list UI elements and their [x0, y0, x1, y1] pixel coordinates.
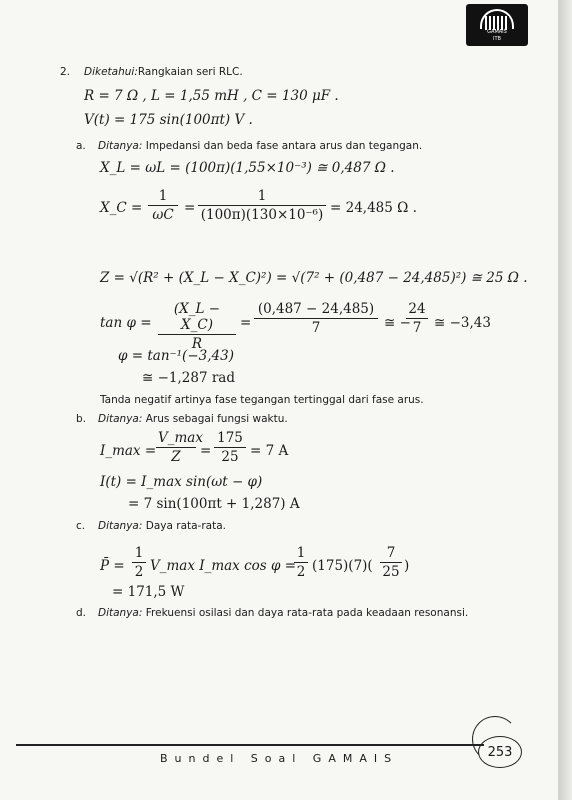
numerator: 24 [406, 301, 428, 319]
part-b-question [98, 413, 288, 425]
voltage-source: V(t) = 175 sin(100πt) V . [84, 112, 253, 128]
ask-label: Ditanya: [98, 413, 143, 425]
numerator: 1 [132, 545, 146, 563]
denominator: R [191, 336, 203, 352]
logo-subtext: ITB [493, 36, 501, 42]
numerator: (X_L − X_C) [158, 301, 236, 335]
denominator: (100π)(130×10⁻⁶) [200, 207, 324, 223]
current-equation: I(t) = I_max sin(ωt − φ) [100, 474, 263, 490]
tan-frac-2 [254, 301, 378, 336]
ask-text: Arus sebagai fungsi waktu. [145, 413, 288, 425]
numerator: 1 [294, 545, 308, 563]
imax-frac-2 [214, 430, 246, 465]
phi-equation: φ = tan⁻¹(−3,43) [118, 348, 234, 364]
tan-frac-1 [158, 301, 236, 352]
numerator: V_max [158, 430, 203, 446]
part-c-question [98, 520, 226, 532]
page-edge-shadow [558, 0, 572, 800]
given-label: Diketahui: [84, 66, 138, 78]
ask-label: Ditanya: [98, 520, 143, 532]
tan-approx: ≅ − [384, 315, 411, 331]
problem-number: 2. [60, 66, 71, 78]
denominator: 2 [134, 564, 144, 580]
circuit-params: R = 7 Ω , L = 1,55 mH , C = 130 μF . [84, 88, 339, 104]
denominator: 7 [311, 320, 321, 336]
page-number: 253 [478, 736, 522, 768]
negative-sign-note: Tanda negatif artinya fase tegangan tertinggal dari fase arus. [100, 394, 424, 406]
ask-label: Ditanya: [98, 607, 143, 619]
numerator: 175 [214, 430, 246, 448]
logo-text: GAMAIS [487, 29, 507, 35]
ask-text: Frekuensi osilasi dan daya rata-rata pada keadaan resonansi. [145, 607, 469, 619]
power-close: ) [404, 558, 410, 574]
denominator: 2 [296, 564, 306, 580]
part-b-letter: b. [76, 413, 87, 425]
power-result: = 171,5 W [112, 584, 185, 600]
part-a-letter: a. [76, 140, 86, 152]
ask-text: Impedansi dan beda fase antara arus dan tegangan. [145, 140, 423, 152]
ask-text: Daya rata-rata. [145, 520, 226, 532]
denominator: Z [171, 449, 181, 465]
part-a-question [98, 140, 422, 152]
part-d-letter: d. [76, 607, 87, 619]
numerator: 1 [148, 188, 178, 206]
imax-lhs: I_max = [100, 443, 157, 459]
tan-lhs: tan φ = [100, 315, 152, 331]
gamais-logo [466, 4, 528, 46]
numerator: 1 [198, 188, 326, 206]
power-lhs: P̄ = [100, 558, 125, 574]
footer-rule [16, 744, 484, 746]
denominator: 25 [382, 564, 400, 580]
denominator: ωC [152, 207, 174, 223]
phi-result: ≅ −1,287 rad [142, 370, 235, 386]
power-frac-1 [132, 545, 146, 580]
footer-title: Bundel Soal GAMAIS [160, 752, 399, 765]
tan-frac-3 [406, 301, 428, 336]
imax-result: = 7 A [250, 443, 289, 459]
part-c-letter: c. [76, 520, 86, 532]
imax-eq: = [200, 443, 212, 459]
power-frac-2 [294, 545, 308, 580]
power-frac-3 [380, 545, 402, 580]
numerator: 7 [380, 545, 402, 563]
current-result: = 7 sin(100πt + 1,287) A [128, 496, 300, 512]
tan-result: ≅ −3,43 [434, 315, 491, 331]
xc-frac-1 [148, 188, 178, 223]
xc-frac-2 [198, 188, 326, 223]
impedance-equation: Z = √(R² + (X_L − X_C)²) = √(7² + (0,487 − 24,485)²) ≅ 25 Ω . [100, 270, 528, 286]
xc-eq: = [184, 200, 196, 216]
denominator: 7 [412, 320, 422, 336]
xl-equation: X_L = ωL = (100π)(1,55×10⁻³) ≅ 0,487 Ω . [100, 160, 395, 176]
given-text: Rangkaian seri RLC. [137, 66, 243, 78]
power-mid: V_max I_max cos φ = [150, 558, 297, 574]
imax-frac-1 [156, 430, 203, 465]
ask-label: Ditanya: [98, 140, 143, 152]
power-values: (175)(7)( [312, 558, 373, 574]
xc-result: = 24,485 Ω . [330, 200, 417, 216]
tan-eq: = [240, 315, 252, 331]
numerator: (0,487 − 24,485) [254, 301, 378, 319]
given-line [84, 66, 243, 78]
part-d-question [98, 607, 468, 619]
xc-lhs: X_C = [100, 200, 143, 216]
denominator: 25 [221, 449, 239, 465]
